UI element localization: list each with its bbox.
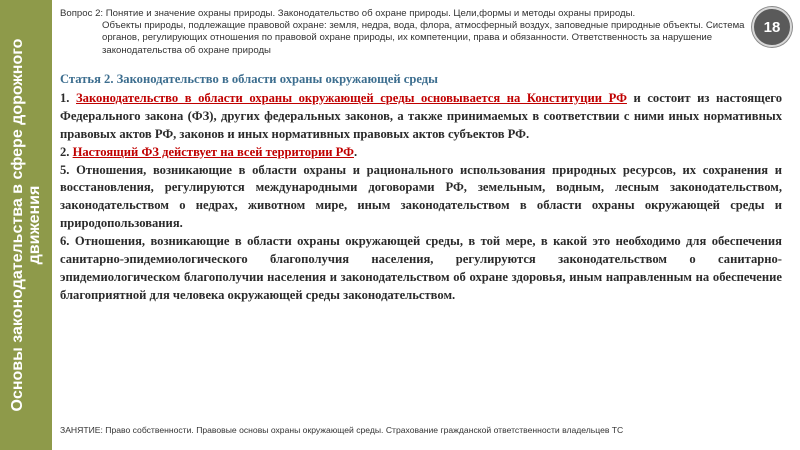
article-content xyxy=(60,71,782,305)
question-header-line1: Вопрос 2: Понятие и значение охраны природы. Законодательство об охране природы. Цели,формы и методы охраны природы. xyxy=(60,8,636,19)
question-header xyxy=(60,8,750,57)
paragraph-2-end: . xyxy=(353,144,358,159)
sidebar-title: Основы законодательства в сфере дорожного движения xyxy=(9,38,43,412)
paragraph-2-highlight: Настоящий ФЗ действует на всей территории РФ xyxy=(72,144,354,159)
paragraph-5: 5. Отношения, возникающие в области охраны и рационального использования природных ресурсов, их сохранения и восстановления, регулируются международными договорами РФ, земельным, водным, лесным законодательством, законодательством о недрах, животном мире, иным законодательством в области охраны окружающей среды и природопользования. xyxy=(60,162,782,231)
question-header-details: Объекты природы, подлежащие правовой охране: земля, недра, вода, флора, атмосферный воздух, заповедные природные объекты. Система органов, регулирующих отношения по правовой охране природы, их компетенции, права и обязанности. Ответственность за нарушение законодательства об охране природы xyxy=(102,20,745,56)
paragraph-1-number: 1. xyxy=(60,90,77,105)
paragraph-6: 6. Отношения, возникающие в области охраны окружающей среды, в той мере, в какой это необходимо для обеспечения санитарно-эпидемиологического благополучия населения, регулируются законодательством о санитарно-эпидемиологическом благополучии населения и законодательством об охране здоровья, иным направленным на обеспечение благоприятной для человека окружающей среды законодательством. xyxy=(60,234,782,302)
sidebar xyxy=(0,0,52,450)
lesson-footer: ЗАНЯТИЕ: Право собственности. Правовые основы охраны окружающей среды. Страхование гражданской ответственности владельцев ТС xyxy=(60,425,624,435)
paragraph-1-rest: и состоит из настоящего Федерального закона (ФЗ), других федеральных законов, а также принимаемых в соответствии с ними иных нормативных правовых актов РФ, законов и иных нормативных правовых актов субъектов РФ. xyxy=(60,90,782,141)
paragraph-2 xyxy=(60,144,782,162)
article-title: Статья 2. Законодательство в области охраны окружающей среды xyxy=(60,72,438,86)
paragraph-1 xyxy=(60,90,782,144)
paragraph-2-number: 2. xyxy=(60,144,73,159)
paragraph-1-highlight: Законодательство в области охраны окружающей среды основывается на Конституции РФ xyxy=(76,90,627,105)
page-number-badge: 18 xyxy=(752,7,792,47)
